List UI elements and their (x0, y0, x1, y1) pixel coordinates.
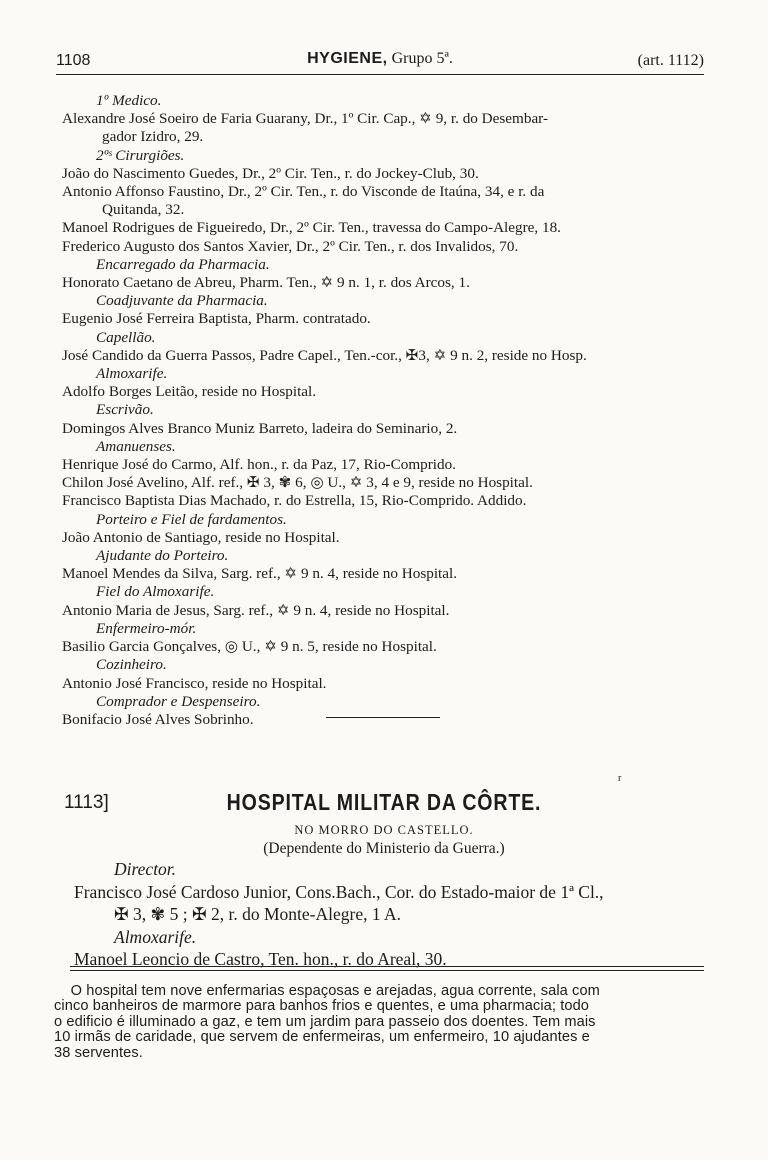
staff-entry: Francisco Baptista Dias Machado, r. do Estrella, 15, Rio-Comprido. Addido. (62, 492, 527, 510)
role-heading: Enfermeiro-mór. (96, 619, 197, 637)
staff-entry: Basilio Garcia Gonçalves, ◎ U., ✡ 9 n. 5, reside no Hospital. (62, 638, 437, 656)
staff-list-section (62, 92, 704, 729)
role-heading: Almoxarife. (114, 926, 197, 947)
staff-entry: Manoel Rodrigues de Figueiredo, Dr., 2º Cir. Ten., travessa do Campo-Alegre, 18. (62, 219, 561, 237)
header-rule (56, 74, 704, 75)
role-heading: Comprador e Despenseiro. (96, 692, 261, 710)
staff-entry: João Antonio de Santiago, reside no Hospital. (62, 528, 340, 546)
staff-entry: Domingos Alves Branco Muniz Barreto, ladeira do Seminario, 2. (62, 419, 458, 437)
staff-entry: Henrique José do Carmo, Alf. hon., r. da Paz, 17, Rio-Comprido. (62, 456, 456, 474)
paragraph-rule-top (70, 966, 704, 967)
role-heading: Encarregado da Pharmacia. (96, 255, 270, 273)
role-heading: Director. (114, 859, 177, 879)
entry-continuation: ✠ 3, ✾ 5 ; ✠ 2, r. do Monte-Alegre, 1 A. (114, 904, 402, 924)
paragraph-line: 38 serventes. (54, 1044, 143, 1061)
entry-continuation: gador Izidro, 29. (102, 128, 204, 146)
page-header (56, 50, 704, 74)
running-title-group: Grupo 5ª. (391, 50, 453, 67)
staff-entry: João do Nascimento Guedes, Dr., 2º Cir. Ten., r. do Jockey-Club, 30. (62, 164, 479, 182)
paragraph-line: o edificio é illuminado a gaz, e tem um jardim para passeio dos doentes. Tem mais (54, 1013, 596, 1030)
section-number: 1113] (64, 792, 109, 813)
role-heading: Fiel do Almoxarife. (96, 583, 215, 601)
paragraph-line: 10 irmãs de caridade, que servem de enfermeiras, um enfermeiro, 10 ajudantes e (54, 1029, 590, 1046)
staff-entry: Manoel Leoncio de Castro, Ten. hon., r. do Areal, 30. (74, 949, 447, 969)
staff-entry: Bonifacio José Alves Sobrinho. (62, 710, 254, 728)
paragraph-rule-bottom (70, 970, 704, 971)
role-heading: 1º Medico. (96, 92, 162, 109)
staff-entry: Adolfo Borges Leitão, reside no Hospital. (62, 383, 317, 401)
role-heading: Ajudante do Porteiro. (96, 547, 229, 565)
section-mark: r (618, 773, 622, 784)
staff-entry: Frederico Augusto dos Santos Xavier, Dr., 2º Cir. Ten., r. dos Invalidos, 70. (62, 237, 519, 255)
staff-entry: Francisco José Cardoso Junior, Cons.Bach., Cor. do Estado-maior de 1ª Cl., (74, 881, 604, 902)
staff-entry: Honorato Caetano de Abreu, Pharm. Ten., ✡ 9 n. 1, r. dos Arcos, 1. (62, 274, 470, 292)
staff-entry: Alexandre José Soeiro de Faria Guarany, Dr., 1º Cir. Cap., ✡ 9, r. do Desembar- (62, 110, 548, 128)
role-heading: Escrivão. (96, 401, 154, 419)
paragraph-line: cinco banheiros de marmore para banhos frios e quentes, e uma pharmacia; todo (54, 998, 589, 1015)
staff-entry: Antonio Affonso Faustino, Dr., 2º Cir. Ten., r. do Visconde de Itaúna, 34, e r. da (62, 183, 545, 201)
hospital-description (54, 984, 706, 1061)
running-title-bold: HYGIENE, (307, 50, 388, 67)
role-heading: Capellão. (96, 328, 156, 346)
staff-entry: Antonio Maria de Jesus, Sarg. ref., ✡ 9 n. 4, reside no Hospital. (62, 601, 450, 619)
staff-entry: Antonio José Francisco, reside no Hospital. (62, 674, 327, 692)
staff-entry: Chilon José Avelino, Alf. ref., ✠ 3, ✾ 6, ◎ U., ✡ 3, 4 e 9, reside no Hospital. (62, 474, 533, 492)
article-reference: (art. 1112) (637, 52, 704, 69)
section-location: NO MORRO DO CASTELLO. (294, 823, 474, 837)
role-heading: 2ºˢ Cirurgiões. (96, 146, 185, 164)
page-number: 1108 (56, 52, 91, 69)
staff-entry: Eugenio José Ferreira Baptista, Pharm. contratado. (62, 310, 371, 328)
role-heading: Amanuenses. (96, 437, 176, 455)
staff-entry: Manoel Mendes da Silva, Sarg. ref., ✡ 9 n. 4, reside no Hospital. (62, 565, 458, 583)
paragraph-line: O hospital tem nove enfermarias espaçosas e arejadas, agua corrente, sala com (54, 983, 600, 999)
section-title: HOSPITAL MILITAR DA CÔRTE. (226, 789, 542, 815)
role-heading: Porteiro e Fiel de fardamentos. (96, 510, 287, 528)
hospital-staff-section (74, 858, 714, 971)
role-heading: Cozinheiro. (96, 656, 167, 674)
staff-entry: José Candido da Guerra Passos, Padre Capel., Ten.-cor., ✠3, ✡ 9 n. 2, reside no Hosp. (62, 346, 587, 364)
role-heading: Coadjuvante da Pharmacia. (96, 292, 268, 310)
entry-continuation: Quitanda, 32. (102, 201, 185, 219)
running-title (56, 50, 704, 68)
section-separator (326, 717, 440, 718)
section-dependency: (Dependente do Ministerio da Guerra.) (263, 840, 505, 857)
role-heading: Almoxarife. (96, 365, 168, 383)
